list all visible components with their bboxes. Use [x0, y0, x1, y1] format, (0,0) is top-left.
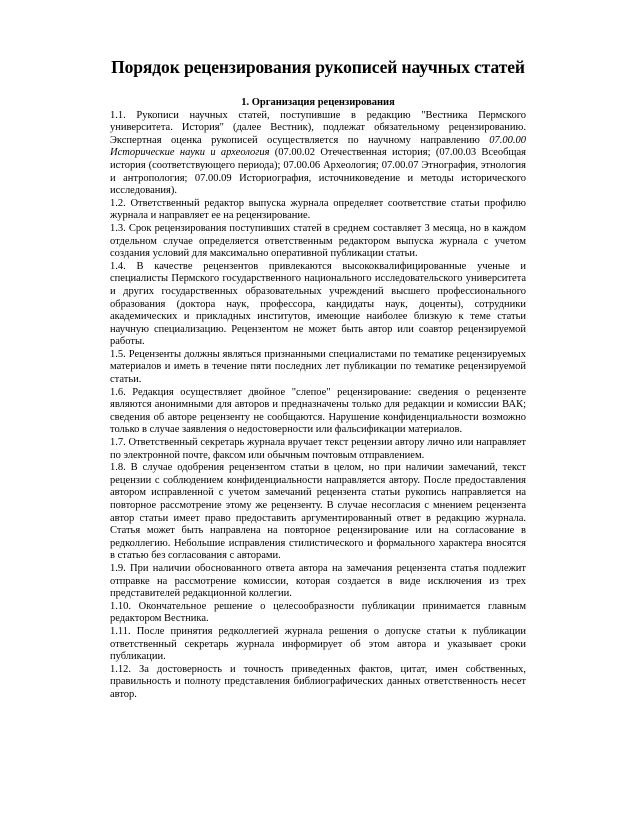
paragraph-1-11: 1.11. После принятия редколлегией журнала решения о допуске статьи к публикации ответственный секретарь журнала информирует об этом автора и указывает сроки публикации.	[110, 625, 526, 663]
paragraph-1-7: 1.7. Ответственный секретарь журнала вручает текст рецензии автору лично или направляет по электронной почте, факсом или обычным почтовым отправлением.	[110, 437, 526, 461]
paragraph-1-3: 1.3. Срок рецензирования поступивших статей в среднем составляет 3 месяца, но в каждом отдельном случае определяется ответственным редактором выпуска журнала с учетом создания условий для максимально оперативной публикации статьи.	[110, 222, 526, 260]
paragraph-1-12: 1.12. За достоверность и точность приведенных фактов, цитат, имен собственных, правильность и полноту представления библиографических данных ответственность несет автор.	[110, 663, 526, 700]
document-page	[110, 56, 526, 702]
paragraph-1-1-text: 1.1. Рукописи научных статей, поступившие в редакцию "Вестника Пермского университета. История" (далее Вестник), подлежат обязательному рецензированию. Экспертная оценка рукописей осуществляется по научному направлению	[110, 109, 526, 146]
paragraph-1-6: 1.6. Редакция осуществляет двойное "слепое" рецензирование: сведения о рецензенте являются анонимными для авторов и предназначены только для редакции и комиссии ВАК; сведения об авторе рецензенту не сообщаются. Нарушение конфиденциальности возможно только в случае заявления о недостоверности или фальсификации материалов.	[110, 386, 526, 436]
paragraph-1-4: 1.4. В качестве рецензентов привлекаются высококвалифицированные ученые и специалисты Пермского государственного национального исследовательского университета и других государственных образовательных учреждений высшего профессионального образования (доктора наук, профессора, кандидаты наук, доценты), сотрудники академических и прикладных институтов, имеющие наиболее близкую к теме статьи научную специализацию. Рецензентом не может быть автор или соавтор рецензируемой работы.	[110, 260, 526, 348]
paragraph-1-9: 1.9. При наличии обоснованного ответа автора на замечания рецензента статья подлежит отправке на рассмотрение комиссии, которая создается в виде исключения из трех представителей редакционной коллегии.	[110, 562, 526, 600]
paragraph-1-1-italic: 07.00.00 Исторические науки и археология	[110, 134, 526, 159]
paragraph-1-5: 1.5. Рецензенты должны являться признанными специалистами по тематике рецензируемых материалов и иметь в течение пяти последних лет публикации по тематике рецензируемой статьи.	[110, 348, 526, 386]
paragraph-1-8: 1.8. В случае одобрения рецензентом статьи в целом, но при наличии замечаний, текст рецензии с соблюдением конфиденциальности направляется автору. После предоставления автором исправленной с учетом замечаний рецензента статьи рукопись направляется на повторное рассмотрение этому же рецензенту. В случае несогласия с мнением рецензента автор статьи имеет право предоставить аргументированный ответ в редакцию журнала. Статья может быть направлена на повторное рецензирование или на согласование в редколлегию. Небольшие исправления стилистического и формального характера вносятся в статью без согласования с авторами.	[110, 462, 526, 562]
paragraph-1-1-text-end: (07.00.02 Отечественная история; (07.00.03 Всеобщая история (соответствующего периода); 07.00.06 Археология; 07.00.07 Этнография, этнология и антропология; 07.00.09 Историография, источниковедение и методы исторического исследования).	[110, 147, 526, 197]
section-heading: 1. Организация рецензирования	[241, 97, 395, 108]
paragraph-1-1	[110, 110, 526, 198]
page-title: Порядок рецензирования рукописей научных статей	[111, 57, 525, 77]
paragraph-1-10: 1.10. Окончательное решение о целесообразности публикации принимается главным редактором Вестника.	[110, 600, 526, 625]
paragraph-1-2: 1.2. Ответственный редактор выпуска журнала определяет соответствие статьи профилю журнала и направляет ее на рецензирование.	[110, 197, 526, 222]
